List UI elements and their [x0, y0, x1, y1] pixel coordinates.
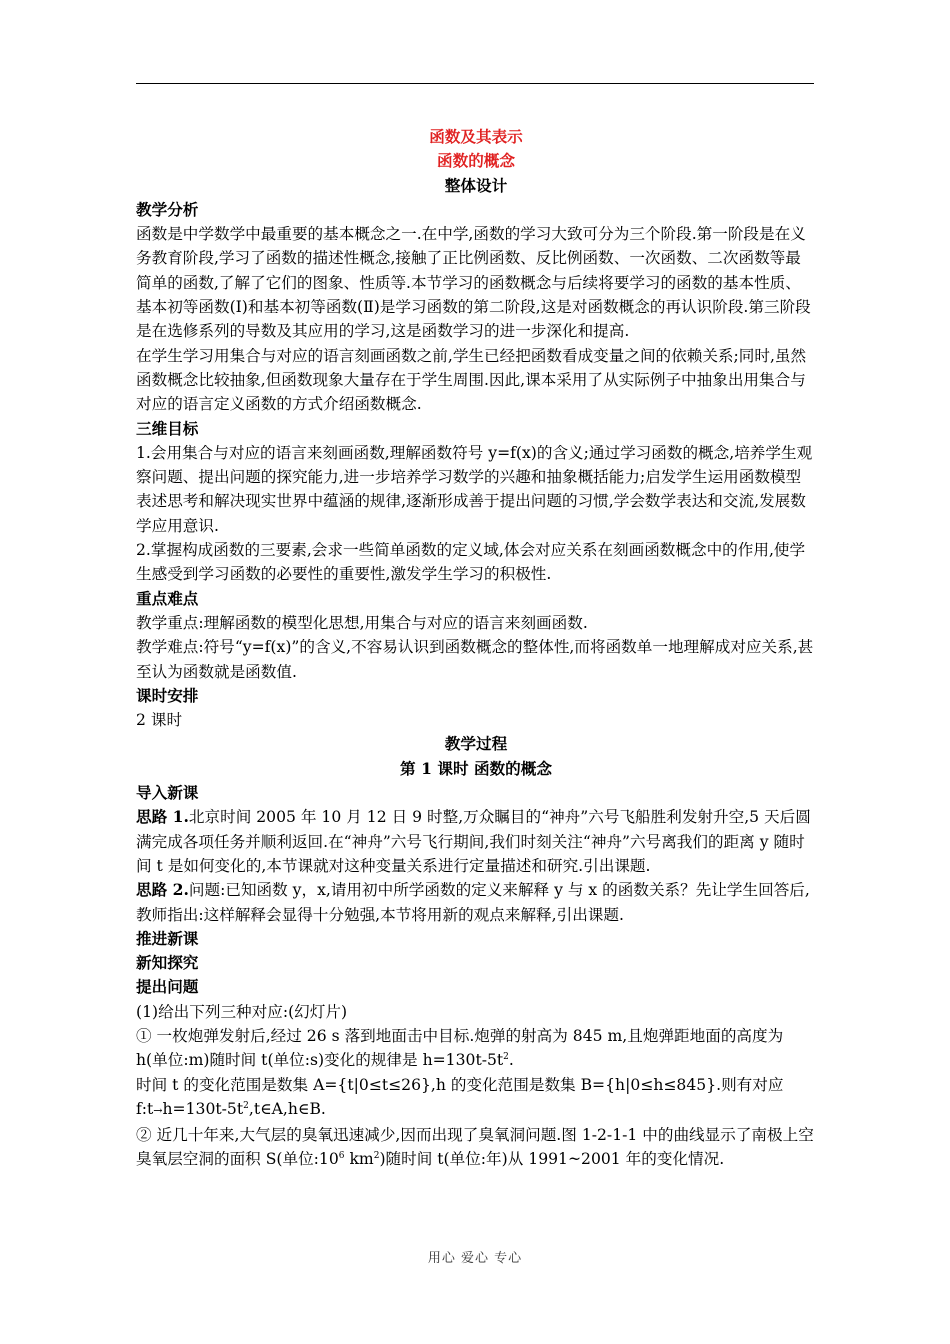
- item-1-range: 时间 t 的变化范围是数集 A={t|0≤t≤26},h 的变化范围是数集 B={h|0≤h≤845}.则有对应: [136, 1075, 784, 1094]
- key-difficulty: 教学难点:符号“y=f(x)”的含义,不容易认识到函数概念的整体性,而将函数单一地理解成对应关系,甚至认为函数就是函数值.: [136, 638, 814, 681]
- page-footer: 用心 爱心 专心: [427, 1251, 523, 1266]
- heading-goals: 三维目标: [136, 418, 199, 438]
- schedule-value: 2 课时: [136, 711, 183, 730]
- arrow-symbol: →: [153, 1103, 163, 1117]
- document-body: [136, 125, 816, 1172]
- doc-title: 函数及其表示: [429, 127, 523, 146]
- heading-intro: 导入新课: [136, 783, 199, 803]
- idea-1: [136, 805, 816, 878]
- question-intro: (1)给出下列三种对应:(幻灯片): [136, 1002, 348, 1021]
- idea-2-text: 问题:已知函数 y，x,请用初中所学函数的定义来解释 y 与 x 的函数关系？先让学生回答后,教师指出:这样解释会显得十分勉强,本节将用新的观点来解释,引出课题.: [136, 881, 810, 924]
- key-focus: 教学重点:理解函数的模型化思想,用集合与对应的语言来刻画函数.: [136, 613, 588, 632]
- element-of-symbol: ∈: [260, 1099, 272, 1118]
- goal-1: 1.会用集合与对应的语言来刻画函数,理解函数符号 y=f(x)的含义;通过学习函数的概念,培养学生观察问题、提出问题的探究能力,进一步培养学习数学的兴趣和抽象概括能力;启发学生运用函数模型表述思考和解决现实世界中蕴涵的规律,逐渐形成善于提出问题的习惯,学会数学表达和交流,发展数学应用意识.: [136, 443, 813, 535]
- analysis-paragraph-1: 函数是中学数学中最重要的基本概念之一.在中学,函数的学习大致可分为三个阶段.第一阶段是在义务教育阶段,学习了函数的描述性概念,接触了正比例函数、反比例函数、一次函数、二次函数等最简单的函数,了解了它们的图象、性质等.本节学习的函数概念与后续将要学习的函数的基本性质、基本初等函数(I)和基本初等函数(Ⅱ)是学习函数的第二阶段,这是对函数概念的再认识阶段.第三阶段是在选修系列的导数及其应用的学习,这是函数学习的进一步深化和提高.: [136, 225, 811, 341]
- item-2-text: ② 近几十年来,大气层的臭氧迅速减少,因而出现了臭氧洞问题.图 1-2-1-1 中的曲线显示了南极上空臭氧层空洞的面积 S(单位$:10^6$ $km^2$)随时间 t(单位:年)从 1991~2001 年的变化情况.: [136, 1126, 814, 1169]
- heading-analysis: 教学分析: [136, 199, 199, 219]
- heading-explore: 新知探究: [136, 953, 199, 973]
- analysis-paragraph-2: 在学生学习用集合与对应的语言刻画函数之前,学生已经把函数看成变量之间的依赖关系;同时,虽然函数概念比较抽象,但函数现象大量存在于学生周围.因此,课本采用了从实际例子中抽象出用集合与对应的语言定义函数的方式介绍函数概念.: [136, 346, 807, 414]
- goal-2: 2.掌握构成函数的三要素,会求一些简单函数的定义域,体会对应关系在刻画函数概念中的作用,使学生感受到学习函数的必要性的重要性,激发学生学习的积极性.: [136, 541, 806, 584]
- doc-subtitle: 函数的概念: [437, 151, 515, 171]
- header-rule: [136, 83, 814, 84]
- item-1-mapping: $f:t\to h=130t-5t^2,t\in A,h\in B$.: [136, 1099, 326, 1118]
- heading-process: 教学过程: [444, 734, 508, 754]
- heading-key: 重点难点: [136, 588, 199, 608]
- item-1-text: ① 一枚炮弹发射后,经过 26 s 落到地面击中目标.炮弹的射高为 845 m,且炮弹距地面的高度为 h(单位:m)随时间 t(单位:s)变化的规律是 $h=130t-5t^2$.: [136, 1026, 784, 1070]
- idea-2-label: 思路 2.: [136, 880, 189, 900]
- idea-2: [136, 878, 816, 927]
- idea-1-text: 北京时间 2005 年 10 月 12 日 9 时整,万众瞩目的“神舟”六号飞船胜利发射升空,5 天后圆满完成各项任务并顺利返回.在“神舟”六号飞行期间,我们时刻关注“神舟”六号离我们的距离 y 随时间 t 是如何变化的,本节课就对这种变量关系进行定量描述和研究.引出课题.: [136, 808, 811, 875]
- element-of-symbol: ∈: [297, 1099, 310, 1118]
- heading-new: 推进新课: [136, 928, 199, 948]
- idea-1-label: 思路 1.: [136, 807, 189, 827]
- lesson-title: 第 1 课时 函数的概念: [400, 758, 552, 778]
- heading-schedule: 课时安排: [136, 685, 199, 705]
- section-title: 整体设计: [444, 175, 508, 195]
- heading-question: 提出问题: [136, 977, 199, 997]
